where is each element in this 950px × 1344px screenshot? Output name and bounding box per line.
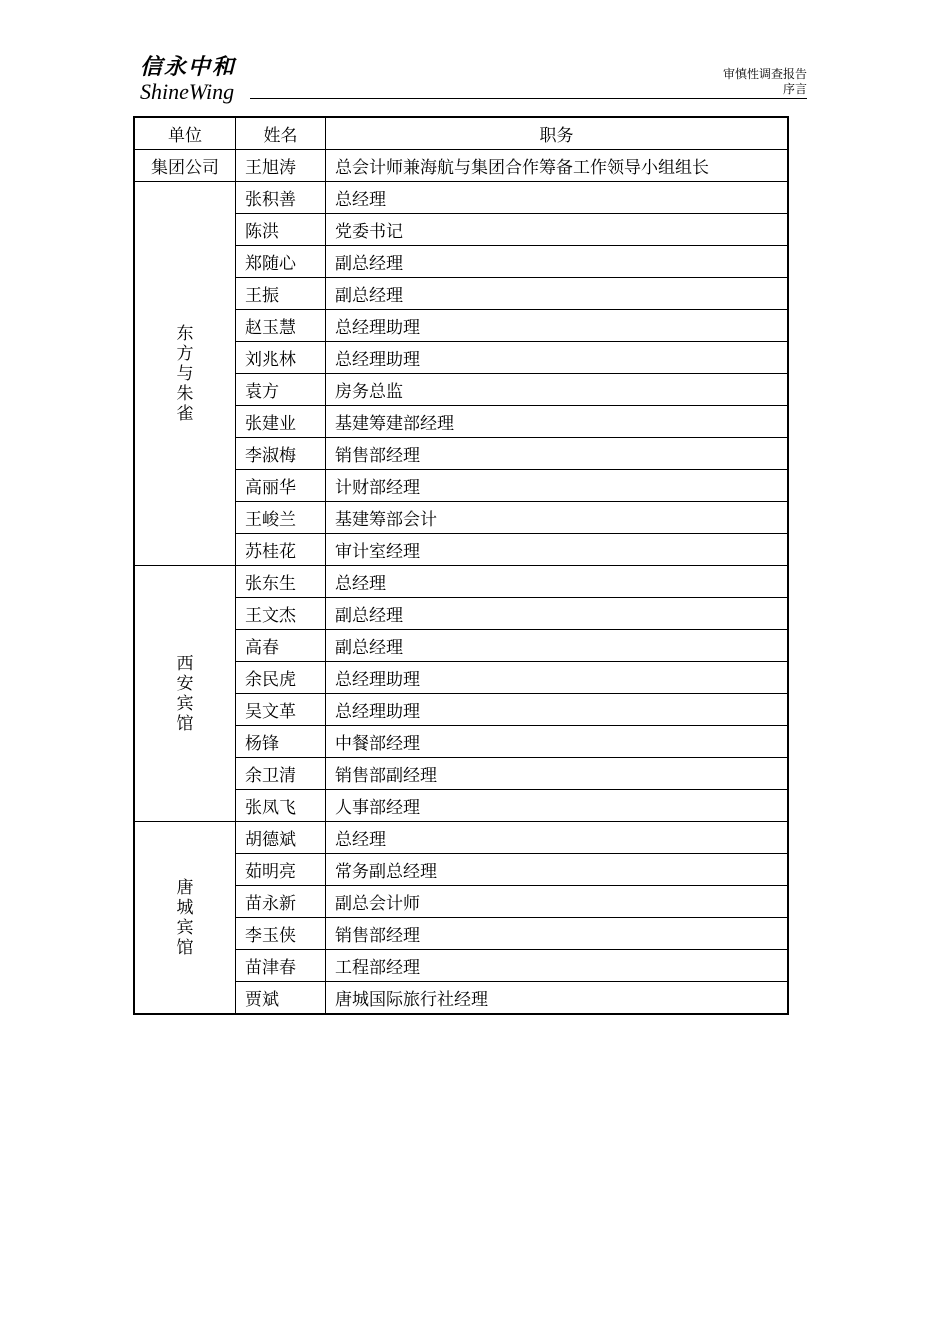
name-cell: 王振 xyxy=(236,278,326,310)
title-cell: 计财部经理 xyxy=(326,470,789,502)
title-cell: 基建筹部会计 xyxy=(326,502,789,534)
title-cell: 审计室经理 xyxy=(326,534,789,566)
title-cell: 副总经理 xyxy=(326,630,789,662)
unit-label: 唐城宾馆 xyxy=(176,877,194,958)
title-cell: 销售部经理 xyxy=(326,918,789,950)
name-cell: 胡德斌 xyxy=(236,822,326,854)
name-cell: 杨锋 xyxy=(236,726,326,758)
table-row xyxy=(134,150,788,182)
name-cell: 刘兆林 xyxy=(236,342,326,374)
name-cell: 张建业 xyxy=(236,406,326,438)
title-cell: 房务总监 xyxy=(326,374,789,406)
title-cell: 总经理助理 xyxy=(326,342,789,374)
name-cell: 苗永新 xyxy=(236,886,326,918)
title-cell: 总会计师兼海航与集团合作筹备工作领导小组组长 xyxy=(326,150,789,182)
unit-cell xyxy=(134,182,236,566)
title-cell: 人事部经理 xyxy=(326,790,789,822)
company-logo xyxy=(140,50,236,105)
column-header-name: 姓名 xyxy=(236,117,326,150)
name-cell: 张东生 xyxy=(236,566,326,598)
table-body xyxy=(134,150,788,1015)
report-title: 审慎性调查报告 xyxy=(722,67,807,81)
unit-label: 西安宾馆 xyxy=(176,653,194,734)
name-cell: 张凤飞 xyxy=(236,790,326,822)
name-cell: 高春 xyxy=(236,630,326,662)
name-cell: 李玉侠 xyxy=(236,918,326,950)
title-cell: 工程部经理 xyxy=(326,950,789,982)
name-cell: 袁方 xyxy=(236,374,326,406)
title-cell: 总经理 xyxy=(326,182,789,214)
name-cell: 郑随心 xyxy=(236,246,326,278)
table-row xyxy=(134,566,788,598)
unit-label: 东方与朱雀 xyxy=(176,323,194,424)
unit-cell xyxy=(134,150,236,182)
name-cell: 陈洪 xyxy=(236,214,326,246)
column-header-unit: 单位 xyxy=(134,117,236,150)
title-cell: 副总经理 xyxy=(326,278,789,310)
title-cell: 党委书记 xyxy=(326,214,789,246)
title-cell: 中餐部经理 xyxy=(326,726,789,758)
title-cell: 总经理 xyxy=(326,822,789,854)
document-header xyxy=(723,67,807,97)
header-divider xyxy=(250,98,807,99)
title-cell: 总经理助理 xyxy=(326,662,789,694)
name-cell: 余民虎 xyxy=(236,662,326,694)
name-cell: 李淑梅 xyxy=(236,438,326,470)
name-cell: 余卫清 xyxy=(236,758,326,790)
title-cell: 销售部经理 xyxy=(326,438,789,470)
title-cell: 副总经理 xyxy=(326,246,789,278)
name-cell: 王旭涛 xyxy=(236,150,326,182)
unit-label: 集团公司 xyxy=(151,158,219,178)
unit-cell xyxy=(134,566,236,822)
table-row xyxy=(134,182,788,214)
table-header-row xyxy=(134,117,788,150)
name-cell: 苏桂花 xyxy=(236,534,326,566)
name-cell: 苗津春 xyxy=(236,950,326,982)
name-cell: 王文杰 xyxy=(236,598,326,630)
title-cell: 总经理助理 xyxy=(326,694,789,726)
title-cell: 总经理 xyxy=(326,566,789,598)
personnel-table xyxy=(133,116,789,1015)
name-cell: 贾斌 xyxy=(236,982,326,1015)
name-cell: 高丽华 xyxy=(236,470,326,502)
title-cell: 副总会计师 xyxy=(326,886,789,918)
title-cell: 副总经理 xyxy=(326,598,789,630)
table-row xyxy=(134,822,788,854)
title-cell: 常务副总经理 xyxy=(326,854,789,886)
section-title: 序言 xyxy=(782,82,807,96)
logo-english: ShineWing xyxy=(140,79,235,104)
logo-chinese: 信永中和 xyxy=(140,54,237,80)
name-cell: 茹明亮 xyxy=(236,854,326,886)
name-cell: 王峻兰 xyxy=(236,502,326,534)
name-cell: 吴文革 xyxy=(236,694,326,726)
title-cell: 总经理助理 xyxy=(326,310,789,342)
column-header-title: 职务 xyxy=(326,117,789,150)
title-cell: 销售部副经理 xyxy=(326,758,789,790)
title-cell: 唐城国际旅行社经理 xyxy=(326,982,789,1015)
title-cell: 基建筹建部经理 xyxy=(326,406,789,438)
name-cell: 赵玉慧 xyxy=(236,310,326,342)
unit-cell xyxy=(134,822,236,1015)
name-cell: 张积善 xyxy=(236,182,326,214)
